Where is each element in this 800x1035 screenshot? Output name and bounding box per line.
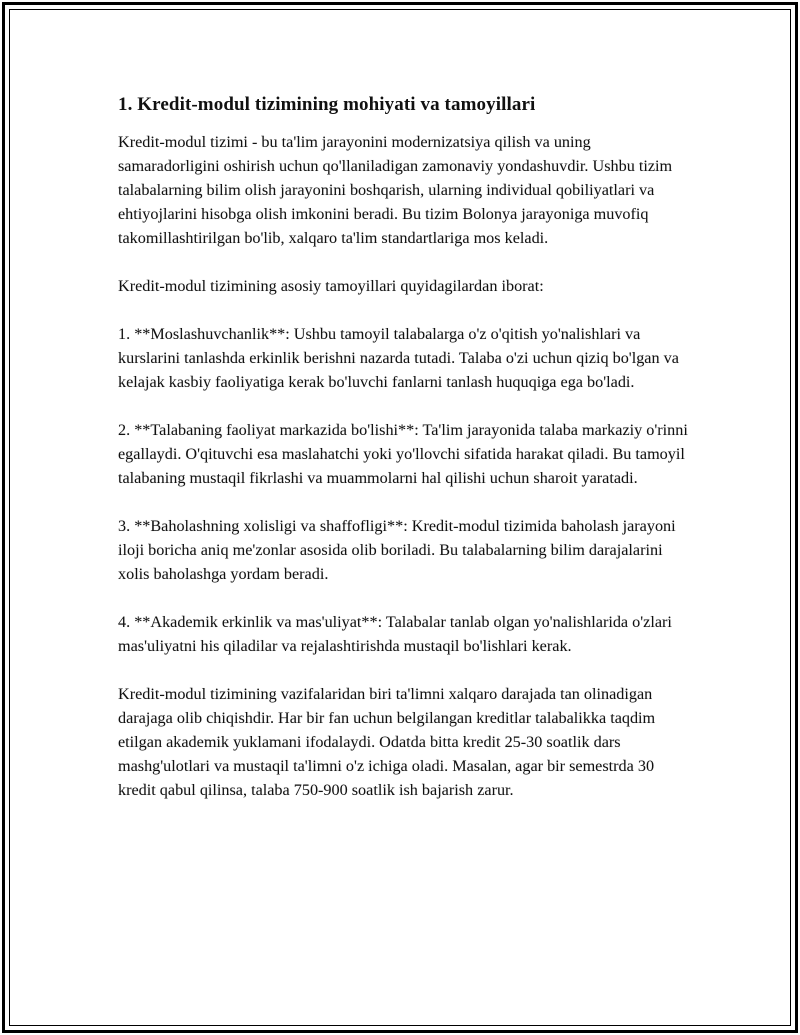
principles-lead-paragraph: Kredit-modul tizimining asosiy tamoyillari quyidagilardan iborat:: [118, 277, 544, 295]
credit-load-paragraph: Kredit-modul tizimining vazifalaridan biri ta'limni xalqaro darajada tan olinadigan darajaga olib chiqishdir. Har bir fan uchun belgilangan kreditlar talabalikka taqdim etilgan akademik yuklamani ifodalaydi. Odatda bitta kredit 25-30 soatlik dars mashg'ulotlari va mustaqil ta'limni o'z ichiga oladi. Masalan, agar bir semestrda 30 kredit qabul qilinsa, talaba 750-900 soatlik ish bajarish zarur.: [118, 685, 656, 799]
principle-academic-freedom-paragraph: 4. **Akademik erkinlik va mas'uliyat**: Talabalar tanlab olgan yo'nalishlarida o'zlari mas'uliyatni his qiladilar va rejalashtirishda mustaqil bo'lishlari kerak.: [118, 613, 672, 655]
document-body: [118, 92, 688, 826]
principle-student-centered-paragraph: 2. **Talabaning faoliyat markazida bo'lishi**: Ta'lim jarayonida talaba markaziy o'rinni egallaydi. O'qituvchi esa maslahatchi yoki yo'llovchi sifatida harakat qiladi. Bu tamoyil talabaning mustaqil fikrlashi va muammolarni hal qilishi uchun sharoit yaratadi.: [118, 421, 688, 487]
principle-assessment-paragraph: 3. **Baholashning xolisligi va shaffofligi**: Kredit-modul tizimida baholash jarayoni iloji boricha aniq me'zonlar asosida olib boriladi. Bu talabalarning bilim darajalarini xolis baholashga yordam beradi.: [118, 517, 676, 583]
principle-flexibility-paragraph: 1. **Moslashuvchanlik**: Ushbu tamoyil talabalarga o'z o'qitish yo'nalishlari va kurslarini tanlashda erkinlik berishni nazarda tutadi. Talaba o'zi uchun qiziq bo'lgan va kelajak kasbiy faoliyatiga kerak bo'luvchi fanlarni tanlash huquqiga ega bo'ladi.: [118, 325, 679, 391]
intro-paragraph: Kredit-modul tizimi - bu ta'lim jarayonini modernizatsiya qilish va uning samaradorligini oshirish uchun qo'llaniladigan zamonaviy yondashuvdir. Ushbu tizim talabalarning bilim olish jarayonini boshqarish, ularning individual qobiliyatlari va ehtiyojlarini hisobga olish imkonini beradi. Bu tizim Bolonya jarayoniga muvofiq takomillashtirilgan bo'lib, xalqaro ta'lim standartlariga mos keladi.: [118, 133, 673, 247]
section-heading: 1. Kredit-modul tizimining mohiyati va tamoyillari: [118, 94, 536, 115]
